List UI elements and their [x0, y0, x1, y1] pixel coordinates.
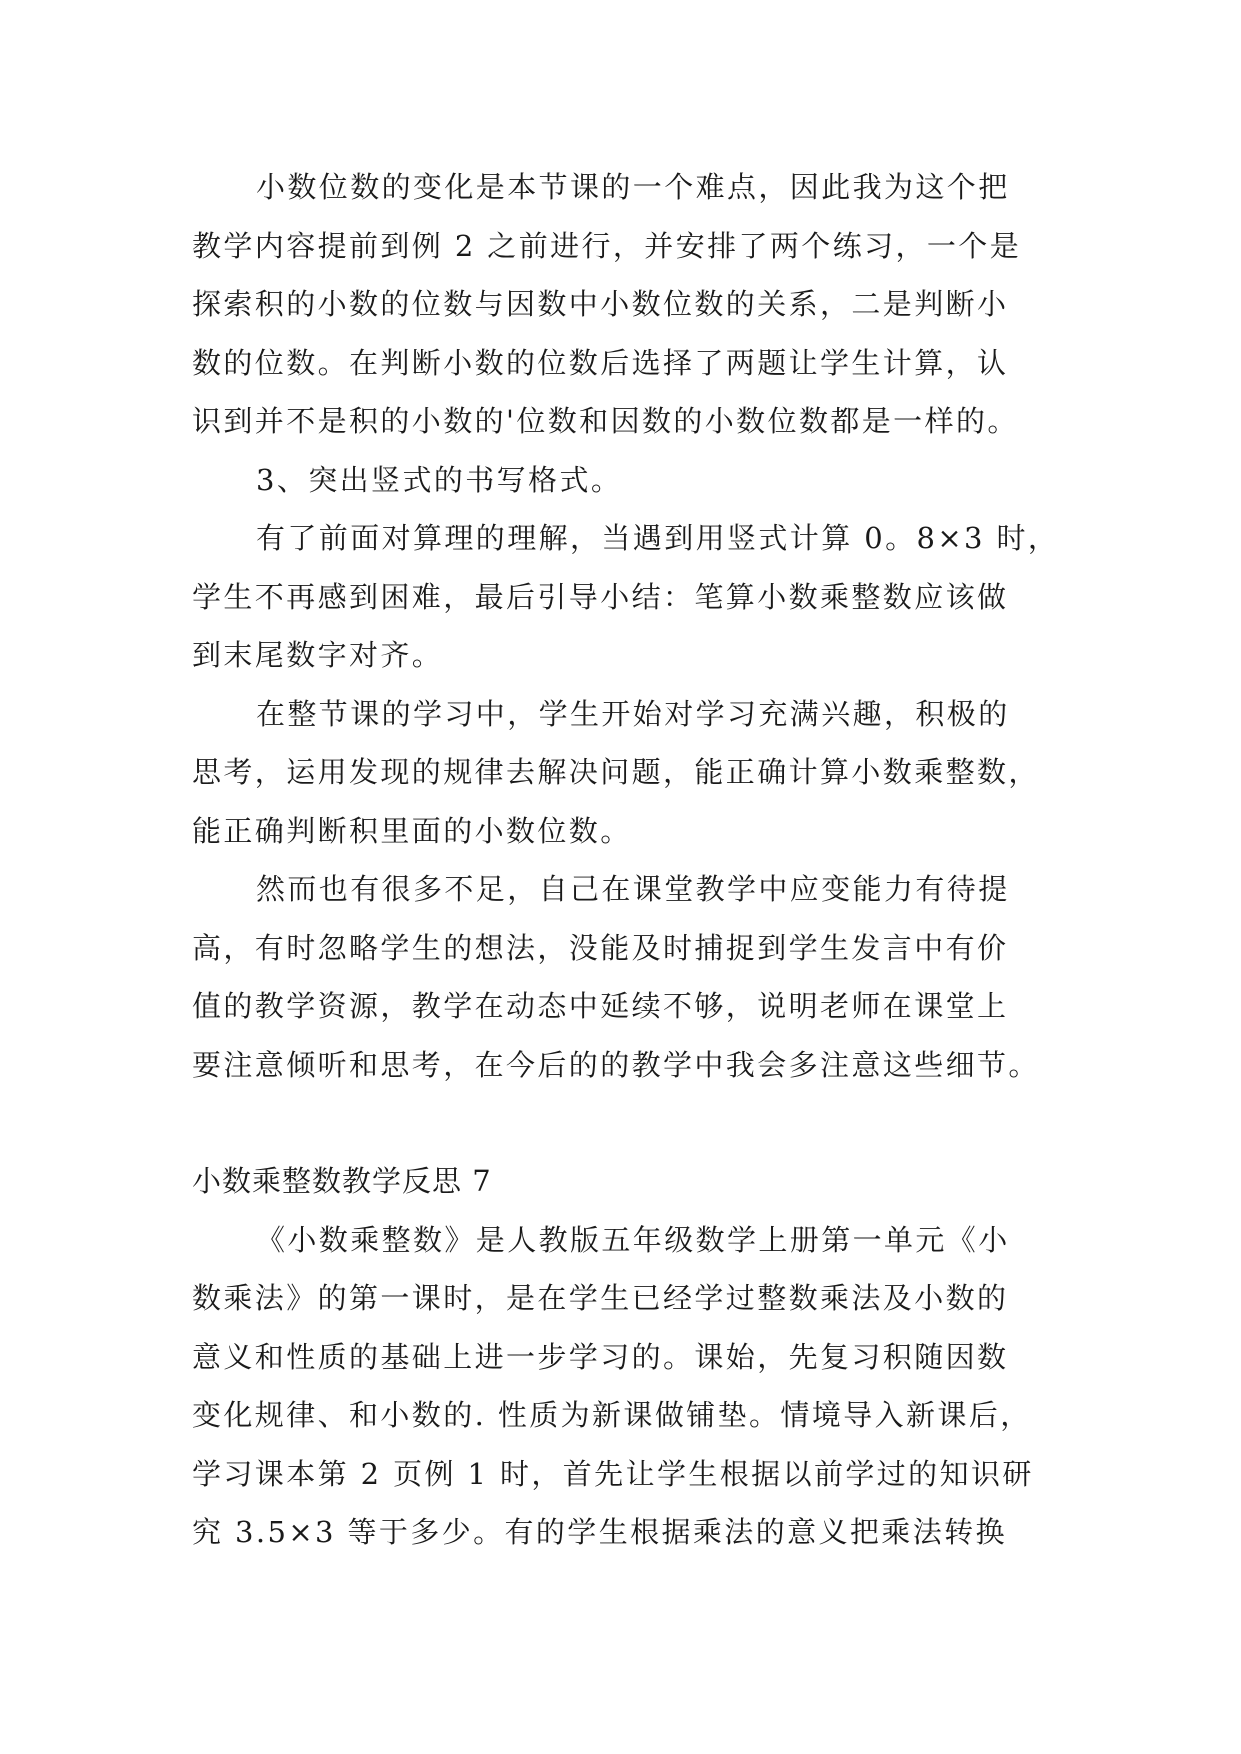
paragraph-vertical-format-point: [192, 451, 1062, 510]
text-line: 意义和性质的基础上进一步学习的。课始，先复习积随因数: [192, 1339, 1009, 1374]
text-line: 在整节课的学习中，学生开始对学习充满兴趣，积极的: [256, 696, 1010, 731]
document-body: [192, 158, 1062, 1562]
text-line: 学生不再感到困难，最后引导小结：笔算小数乘整数应该做: [192, 579, 1009, 614]
text-line: 小数位数的变化是本节课的一个难点，因此我为这个把: [256, 170, 1010, 204]
text-line: 学习课本第 2 页例 1 时，首先让学生根据以前学过的知识研: [192, 1456, 1034, 1491]
text-line: 《小数乘整数》是人教版五年级数学上册第一单元《小: [256, 1222, 1010, 1257]
text-line: 究 3.5×3 等于多少。有的学生根据乘法的意义把乘法转换: [192, 1515, 1007, 1549]
text-line: 教学内容提前到例 2 之前进行，并安排了两个练习，一个是: [192, 228, 1022, 263]
section-spacer: [192, 1094, 1062, 1152]
text-line: 数的位数。在判断小数的位数后选择了两题让学生计算，认: [192, 345, 1009, 380]
paragraph-whole-lesson: [192, 685, 1062, 861]
paragraph-decimal-places: [192, 158, 1062, 451]
text-line: 到末尾数字对齐。: [192, 638, 444, 672]
text-line: 要注意倾听和思考，在今后的的教学中我会多注意这些细节。: [192, 1047, 1040, 1082]
paragraph-vertical-calculation: [192, 509, 1062, 685]
text-line: 识到并不是积的小数的'位数和因数的小数位数都是一样的。: [192, 404, 1019, 438]
text-line: 变化规律、和小数的. 性质为新课做铺垫。情境导入新课后，: [192, 1398, 1032, 1432]
section-heading: 小数乘整数教学反思 7: [192, 1164, 492, 1198]
text-line: 思考，运用发现的规律去解决问题，能正确计算小数乘整数，: [192, 755, 1040, 789]
text-line: 能正确判断积里面的小数位数。: [192, 813, 632, 848]
text-line: 有了前面对算理的理解，当遇到用竖式计算 0。8×3 时，: [256, 521, 1060, 555]
text-line: 3、突出竖式的书写格式。: [256, 462, 623, 497]
text-line: 值的教学资源，教学在动态中延续不够，说明老师在课堂上: [192, 989, 1009, 1023]
paragraph-lesson-intro: [192, 1211, 1062, 1562]
text-line: 高，有时忽略学生的想法，没能及时捕捉到学生发言中有价: [192, 930, 1009, 965]
text-line: 数乘法》的第一课时，是在学生已经学过整数乘法及小数的: [192, 1281, 1009, 1315]
text-line: 探索积的小数的位数与因数中小数位数的关系，二是判断小: [192, 287, 1009, 321]
text-line: 然而也有很多不足，自己在课堂教学中应变能力有待提: [256, 872, 1010, 906]
paragraph-shortcomings: [192, 860, 1062, 1094]
